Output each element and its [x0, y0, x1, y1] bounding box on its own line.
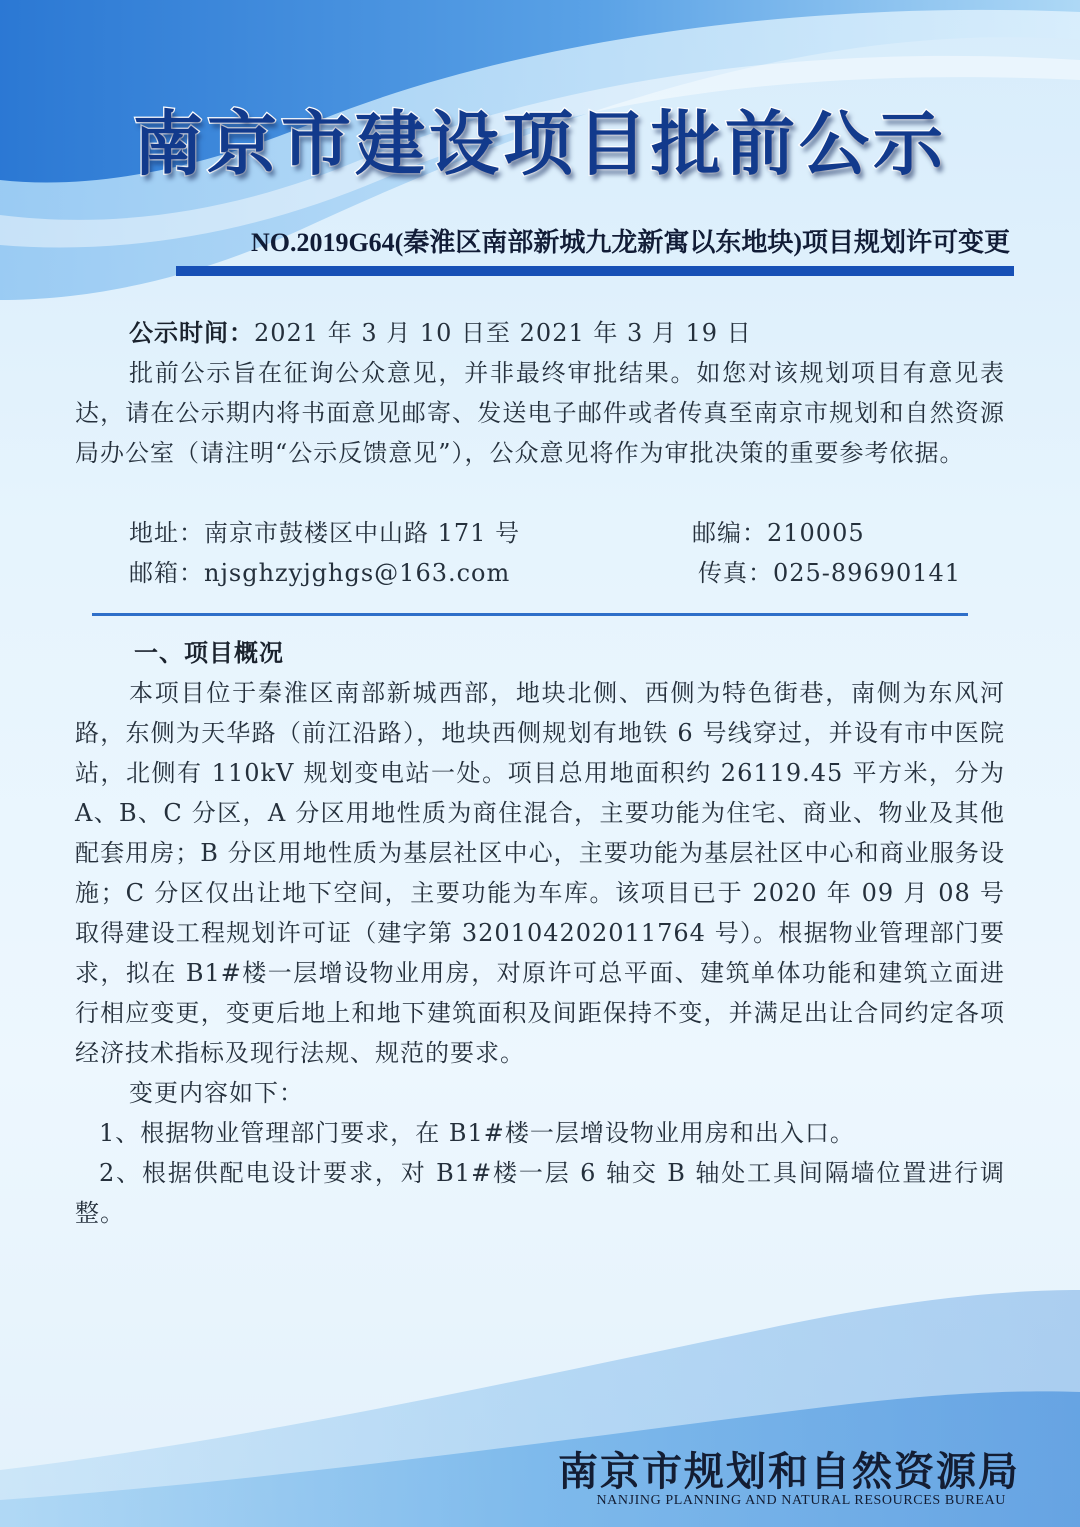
bureau-name-cn: 南京市规划和自然资源局	[558, 1449, 1020, 1495]
change-item-2: 2、根据供配电设计要求，对 B1#楼一层 6 轴交 B 轴处工具间隔墙位置进行调整。	[75, 1159, 1005, 1227]
page-title: 南京市建设项目批前公示	[133, 103, 947, 185]
project-subtitle: NO.2019G64(秦淮区南部新城九龙新寓以东地块)项目规划许可变更	[250, 228, 1010, 257]
section-divider	[92, 613, 968, 616]
notice-intro: 批前公示旨在征询公众意见，并非最终审批结果。如您对该规划项目有意见表达，请在公示期内将书面意见邮寄、发送电子邮件或者传真至南京市规划和自然资源局办公室（请注明“公示反馈意见”），公众意见将作为审批决策的重要参考依据。	[75, 359, 1005, 467]
period-value: 2021 年 3 月 10 日至 2021 年 3 月 19 日	[254, 319, 752, 347]
overview-body: 本项目位于秦淮区南部新城西部，地块北侧、西侧为特色街巷，南侧为东风河路，东侧为天华路（前江沿路），地块西侧规划有地铁 6 号线穿过，并设有市中医院站，北侧有 110kV 规划变电站一处。项目总用地面积约 26119.45 平方米，分为 A、B、C 分区，A 分区用地性质为商住混合，主要功能为住宅、商业、物业及其他配套用房；B 分区用地性质为基层社区中心，主要功能为基层社区中心和商业服务设施；C 分区仅出让地下空间，主要功能为车库。该项目已于 2020 年 09 月 08 号取得建设工程规划许可证（建字第 320104202011764 号）。根据物业管理部门要求，拟在 B1#楼一层增设物业用房，对原许可总平面、建筑单体功能和建筑立面进行相应变更，变更后地上和地下建筑面积及间距保持不变，并满足出让合同约定各项经济技术指标及现行法规、规范的要求。	[75, 679, 1005, 1067]
subtitle-underline-bar	[176, 266, 1014, 276]
contact-fax: 传真：025-89690141	[698, 559, 962, 587]
bureau-name-en: NANJING PLANNING AND NATURAL RESOURCES BUREAU	[596, 1493, 1006, 1508]
contact-address: 地址：南京市鼓楼区中山路 171 号	[129, 519, 521, 547]
section-heading-overview: 一、项目概况	[134, 639, 284, 667]
changes-intro: 变更内容如下：	[129, 1079, 304, 1107]
change-item-1: 1、根据物业管理部门要求，在 B1#楼一层增设物业用房和出入口。	[99, 1119, 855, 1147]
period-label: 公示时间：	[129, 319, 254, 347]
contact-email: 邮箱：njsghzyjghgs@163.com	[129, 559, 511, 587]
notice-period	[75, 313, 1005, 353]
contact-postcode: 邮编：210005	[692, 519, 865, 547]
